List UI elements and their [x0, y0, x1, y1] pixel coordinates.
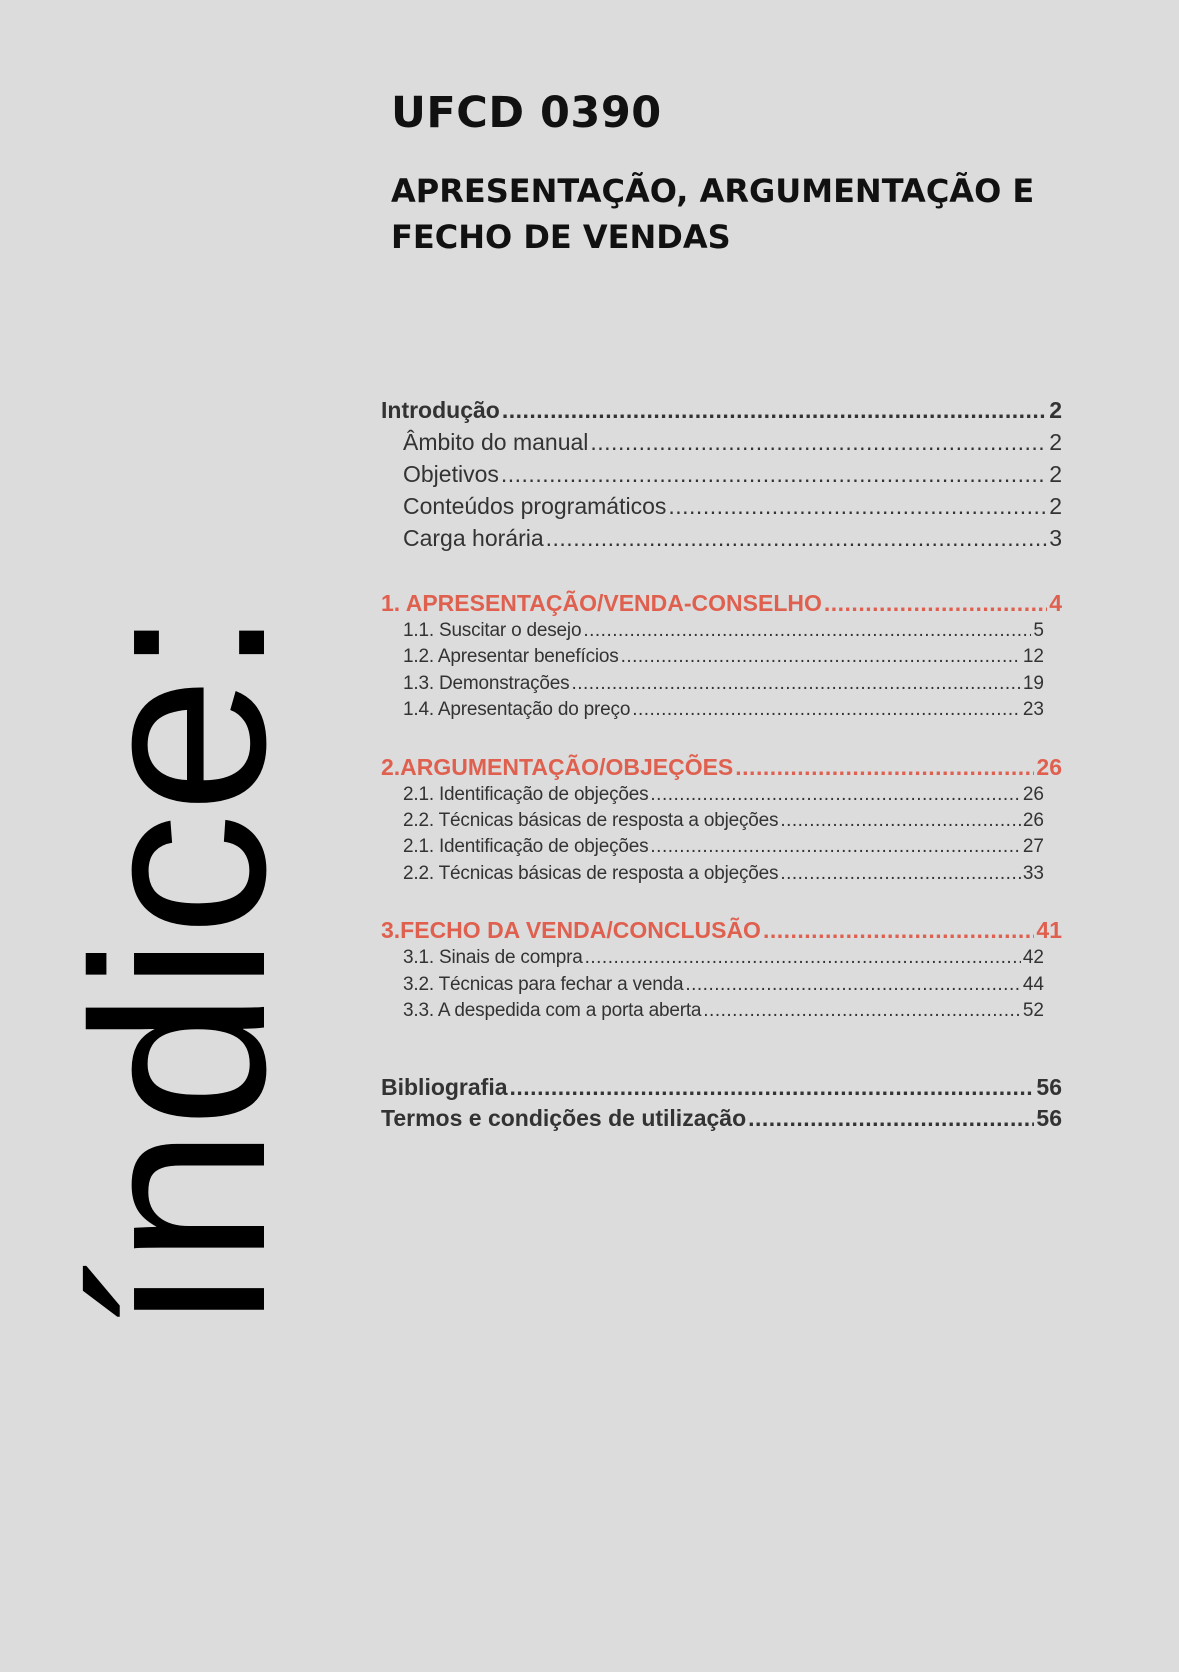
- toc-page-number: 2: [1049, 461, 1062, 487]
- toc-page-number: 4: [1049, 590, 1062, 616]
- toc-page-number: 41: [1036, 917, 1062, 944]
- toc-subentry[interactable]: [381, 810, 1044, 836]
- toc-page-number: 42: [1022, 947, 1044, 969]
- toc-entry[interactable]: [381, 493, 1062, 525]
- toc-dot-leader: [502, 397, 1047, 424]
- toc-dot-leader: [585, 947, 1021, 969]
- toc-subentry[interactable]: [381, 836, 1044, 862]
- toc-entry[interactable]: [381, 429, 1062, 461]
- toc-label: Objetivos: [403, 461, 499, 487]
- toc-dot-leader: [780, 810, 1021, 832]
- toc-entry[interactable]: [381, 461, 1062, 493]
- toc-dot-leader: [824, 590, 1047, 617]
- toc-label: 1.4. Apresentação do preço: [403, 699, 631, 721]
- toc-label: Introdução: [381, 397, 500, 423]
- toc-page-number: 26: [1036, 753, 1062, 780]
- table-of-contents: [381, 397, 1062, 1136]
- toc-subentry[interactable]: [381, 947, 1044, 973]
- toc-dot-leader: [621, 646, 1021, 668]
- toc-page-number: 2: [1049, 429, 1062, 455]
- toc-subentry[interactable]: [381, 784, 1044, 810]
- toc-dot-leader: [632, 699, 1021, 721]
- toc-label: 2.1. Identificação de objeções: [403, 783, 649, 805]
- toc-page-number: 2: [1049, 493, 1062, 519]
- toc-dot-leader: [668, 493, 1047, 520]
- toc-dot-leader: [571, 673, 1020, 695]
- toc-label: 1.3. Demonstrações: [403, 672, 570, 694]
- toc-label: Conteúdos programáticos: [403, 493, 667, 519]
- toc-subentry[interactable]: [381, 1000, 1044, 1026]
- toc-entry-bibliography[interactable]: [381, 1074, 1062, 1105]
- toc-dot-leader: [703, 1000, 1021, 1022]
- toc-label: 1.2. Apresentar benefícios: [403, 646, 619, 668]
- course-title-line1: APRESENTAÇÃO, ARGUMENTAÇÃO E: [391, 172, 1035, 210]
- toc-section-label: 2.ARGUMENTAÇÃO/OBJEÇÕES: [381, 753, 734, 780]
- toc-entry-intro[interactable]: [381, 397, 1062, 429]
- toc-page-number: 56: [1036, 1105, 1062, 1132]
- toc-page-number: 26: [1022, 809, 1044, 831]
- toc-label: Âmbito do manual: [403, 429, 589, 455]
- toc-page-number: 33: [1022, 862, 1044, 884]
- toc-dot-leader: [546, 525, 1048, 552]
- side-word-indice: índice:: [42, 608, 317, 1333]
- toc-label: 2.1. Identificação de objeções: [403, 836, 649, 858]
- toc-page-number: 5: [1033, 620, 1044, 641]
- toc-section-1[interactable]: [381, 590, 1062, 620]
- toc-page-number: 19: [1022, 672, 1044, 694]
- toc-label: 3.2. Técnicas para fechar a venda: [403, 973, 684, 995]
- toc-page-number: 44: [1022, 973, 1044, 995]
- toc-dot-leader: [685, 974, 1021, 996]
- toc-dot-leader: [583, 620, 1031, 642]
- toc-page-number: 3: [1049, 525, 1062, 551]
- toc-page-number: 56: [1036, 1074, 1062, 1101]
- toc-dot-leader: [748, 1105, 1034, 1132]
- toc-dot-leader: [590, 429, 1047, 456]
- course-title: [391, 168, 1091, 260]
- toc-dot-leader: [510, 1074, 1035, 1101]
- toc-section-label: 3.FECHO DA VENDA/CONCLUSÃO: [381, 917, 761, 944]
- toc-subentry[interactable]: [381, 620, 1044, 646]
- toc-dot-leader: [650, 784, 1020, 806]
- toc-section-label: 1. APRESENTAÇÃO/VENDA-CONSELHO: [381, 590, 822, 616]
- toc-dot-leader: [650, 836, 1020, 858]
- toc-page-number: 27: [1022, 836, 1044, 858]
- toc-label: Bibliografia: [381, 1074, 508, 1101]
- toc-page-number: 52: [1022, 999, 1044, 1021]
- toc-dot-leader: [735, 754, 1034, 781]
- toc-page-number: 12: [1022, 646, 1044, 668]
- toc-label: Termos e condições de utilização: [381, 1105, 747, 1132]
- course-code: UFCD 0390: [391, 88, 662, 138]
- toc-dot-leader: [763, 917, 1034, 944]
- toc-subentry[interactable]: [381, 646, 1044, 672]
- toc-entry-terms[interactable]: [381, 1105, 1062, 1136]
- toc-label: 2.2. Técnicas básicas de resposta a objeções: [403, 809, 779, 831]
- toc-page-number: 2: [1049, 397, 1062, 423]
- toc-page-number: 23: [1022, 699, 1044, 721]
- toc-dot-leader: [780, 863, 1021, 885]
- toc-subentry[interactable]: [381, 974, 1044, 1000]
- toc-label: 2.2. Técnicas básicas de resposta a objeções: [403, 862, 779, 884]
- toc-label: 1.1. Suscitar o desejo: [403, 620, 582, 641]
- toc-subentry[interactable]: [381, 863, 1044, 889]
- toc-section-2[interactable]: [381, 754, 1062, 784]
- toc-page-number: 26: [1022, 783, 1044, 805]
- toc-label: 3.1. Sinais de compra: [403, 947, 583, 969]
- toc-label: 3.3. A despedida com a porta aberta: [403, 999, 702, 1021]
- side-word-container: [42, 560, 317, 1360]
- toc-section-3[interactable]: [381, 917, 1062, 947]
- toc-subentry[interactable]: [381, 699, 1044, 725]
- course-title-line2: FECHO DE VENDAS: [391, 218, 731, 256]
- toc-entry[interactable]: [381, 525, 1062, 557]
- toc-dot-leader: [501, 461, 1047, 488]
- toc-subentry[interactable]: [381, 673, 1044, 699]
- toc-label: Carga horária: [403, 525, 544, 551]
